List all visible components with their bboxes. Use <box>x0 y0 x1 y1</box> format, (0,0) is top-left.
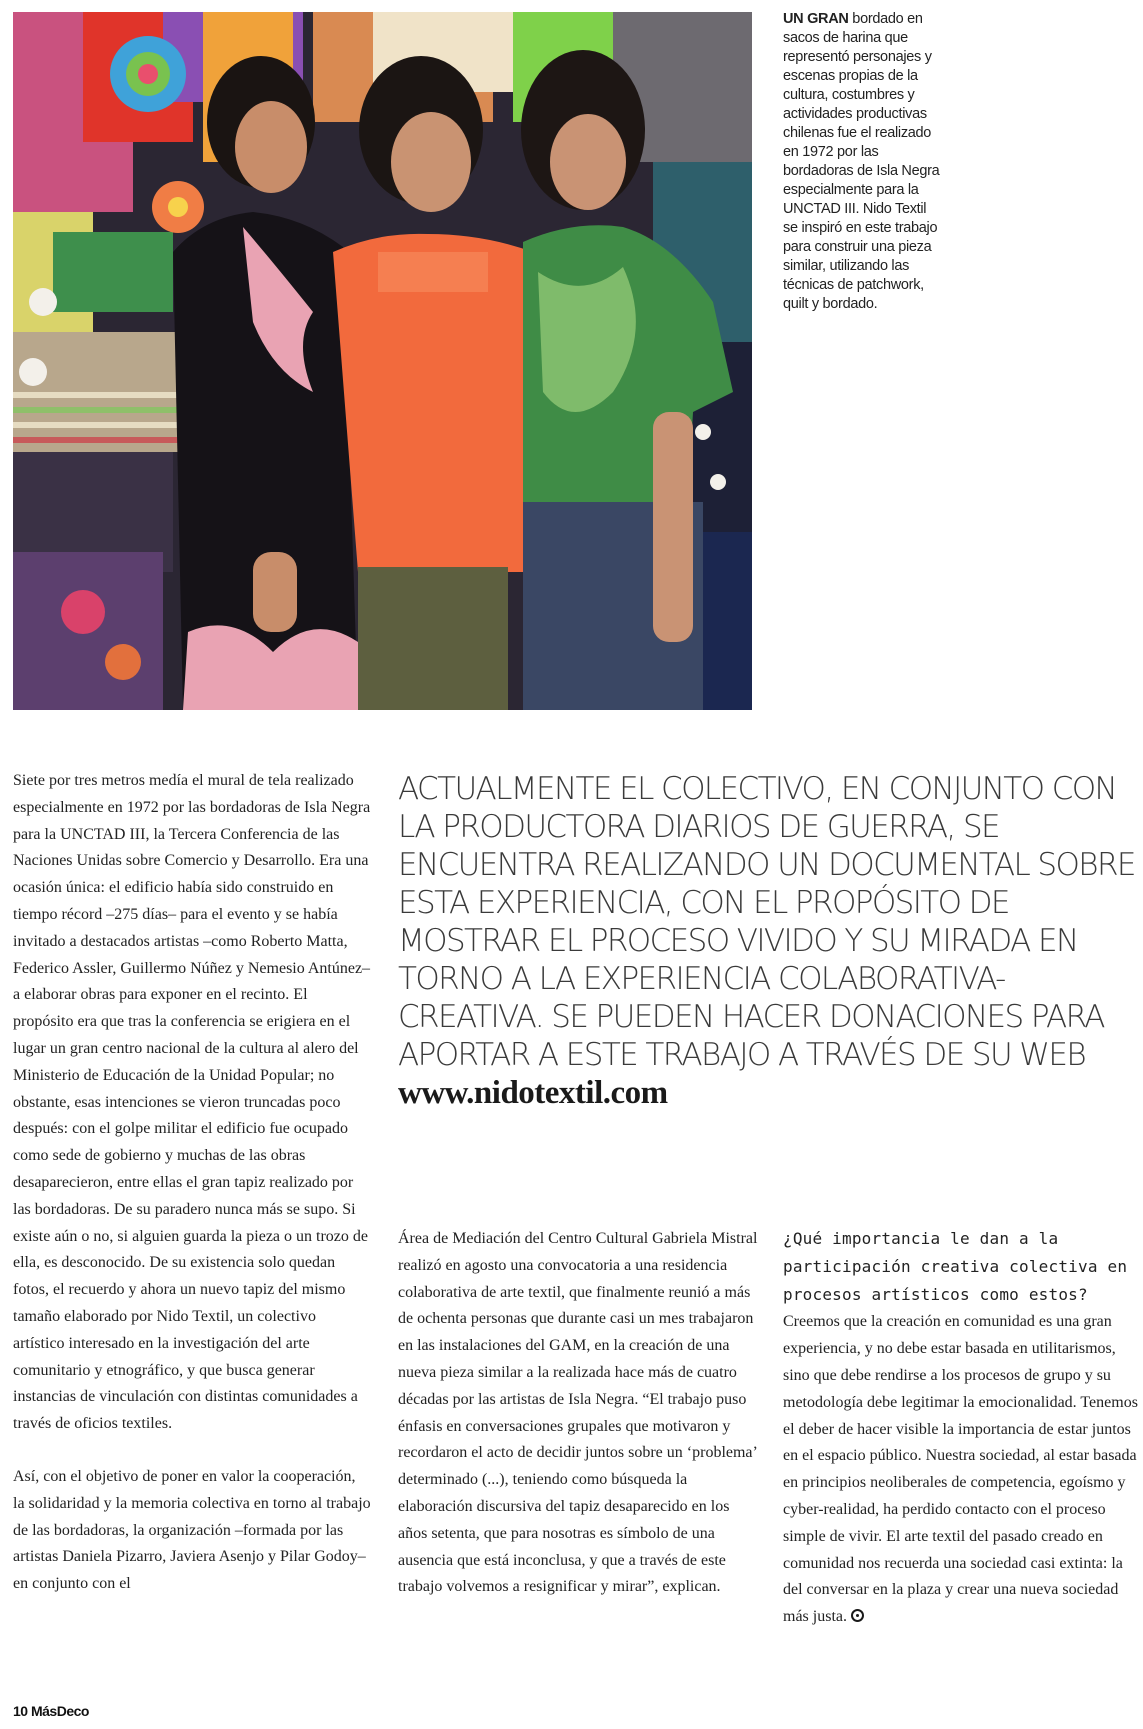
page-folio <box>13 1703 89 1719</box>
pull-quote-text: ACTUALMENTE EL COLECTIVO, EN CONJUNTO CON LA PRODUCTORA DIARIOS DE GUERRA, SE ENCUENTRA REALIZANDO UN DOCUMENTAL SOBRE ESTA EXPERIENCIA, CON EL PROPÓSITO DE MOSTRAR EL PROCESO VIVIDO Y SU MIRADA EN TORNO A LA EXPERIENCIA COLABORATIVA-CREATIVA. SE PUEDEN HACER DONACIONES PARA APORTAR A ESTE TRABAJO A TRAVÉS DE SU WEB <box>398 771 1135 1073</box>
publication-name: MásDeco <box>30 1703 89 1719</box>
caption-lead: UN GRAN <box>783 11 849 27</box>
article-column-2 <box>398 1226 758 1601</box>
interview-question: ¿Qué importancia le dan a la participación creativa colectiva en procesos artísticos como estos? <box>783 1229 1128 1304</box>
paragraph: Así, con el objetivo de poner en valor la cooperación, la solidaridad y la memoria colectiva en torno al trabajo de las bordadoras, la organización –formada por las artistas Daniela Pizarro, Javiera Asenjo y Pilar Godoy– en conjunto con el <box>13 1467 371 1593</box>
website-link[interactable]: www.nidotextil.com <box>398 1075 668 1111</box>
article-column-1 <box>13 768 371 1598</box>
article-photo <box>13 12 752 710</box>
interview-paragraph <box>783 1226 1138 1631</box>
caption-text: bordado en sacos de harina que representó personajes y escenas propias de la cultura, costumbres y actividades productivas chilenas fue el realizado en 1972 por las bordadoras de Isla Negra especialmente para la UNCTAD III. Nido Textil se inspiró en este trabajo para construir una pieza similar, utilizando las técnicas de patchwork, quilt y bordado. <box>783 11 940 312</box>
pull-quote <box>398 770 1138 1112</box>
article-column-3 <box>783 1226 1138 1631</box>
page-number: 10 <box>13 1703 28 1719</box>
photo-caption <box>783 10 943 314</box>
photo-three-artists <box>13 12 752 710</box>
interview-answer: Creemos que la creación en comunidad es una gran experiencia, y no debe estar basada en utilitarismos, sino que debe rendirse a los procesos de grupo y su metodología debe legitimar la emocionalidad. Tenemos el deber de hacer visible la importancia de estar juntos en el espacio público. Nuestra sociedad, al estar basada en principios neoliberales de competencia, egoísmo y cyber-realidad, ha perdido contacto con el proceso simple de vivir. El arte textil del pasado creado en comunidad nos recuerda una sociedad casi extinta: la del conversar en la plaza y crear una nueva sociedad más justa. <box>783 1313 1138 1626</box>
paragraph: Siete por tres metros medía el mural de tela realizado especialmente en 1972 por las bordadoras de Isla Negra para la UNCTAD III, la Tercera Conferencia de las Naciones Unidas sobre Comercio y Desarrollo. Era una ocasión única: el edificio había sido construido en tiempo récord –275 días– para el evento y se había invitado a destacados artistas –como Roberto Matta, Federico Assler, Guillermo Núñez y Nemesio Antúnez– a elaborar obras para exponer en el recinto. El propósito era que tras la conferencia se erigiera en el lugar un gran centro nacional de la cultura al alero del Ministerio de Educación de la Unidad Popular; no obstante, esas intenciones se vieron truncadas poco después: con el golpe militar el edificio fue ocupado como sede de gobierno y muchas de las obras desaparecieron, entre ellas el gran tapiz realizado por las bordadoras. De su paradero nunca más se supo. Si existe aún o no, si alguien guarda la pieza o un trozo de ella, es desconocido. De su existencia solo quedan fotos, el recuerdo y ahora un nuevo tapiz del mismo tamaño elaborado por Nido Textil, un colectivo artístico interesado en la investigación del arte comunitario y etnográfico, y que busca generar instancias de vinculación con distintas comunidades a través de oficios textiles. <box>13 772 371 1433</box>
end-of-article-icon <box>851 1609 864 1622</box>
paragraph: Área de Mediación del Centro Cultural Gabriela Mistral realizó en agosto una convocatoria a una residencia colaborativa de arte textil, que finalmente reunió a más de ochenta personas que durante casi un mes trabajaron en las instalaciones del GAM, en la creación de una nueva pieza similar a la realizada hace más de cuatro décadas por las artistas de Isla Negra. “El trabajo puso énfasis en conversaciones grupales que motivaron y recordaron el acto de decidir juntos sobre un ‘problema’ determinado (...), teniendo como búsqueda la elaboración discursiva del tapiz desaparecido en los años setenta, que para nosotras es símbolo de una ausencia que está inconclusa, y que a través de este trabajo volvemos a resignificar y mirar”, explican. <box>398 1230 758 1596</box>
